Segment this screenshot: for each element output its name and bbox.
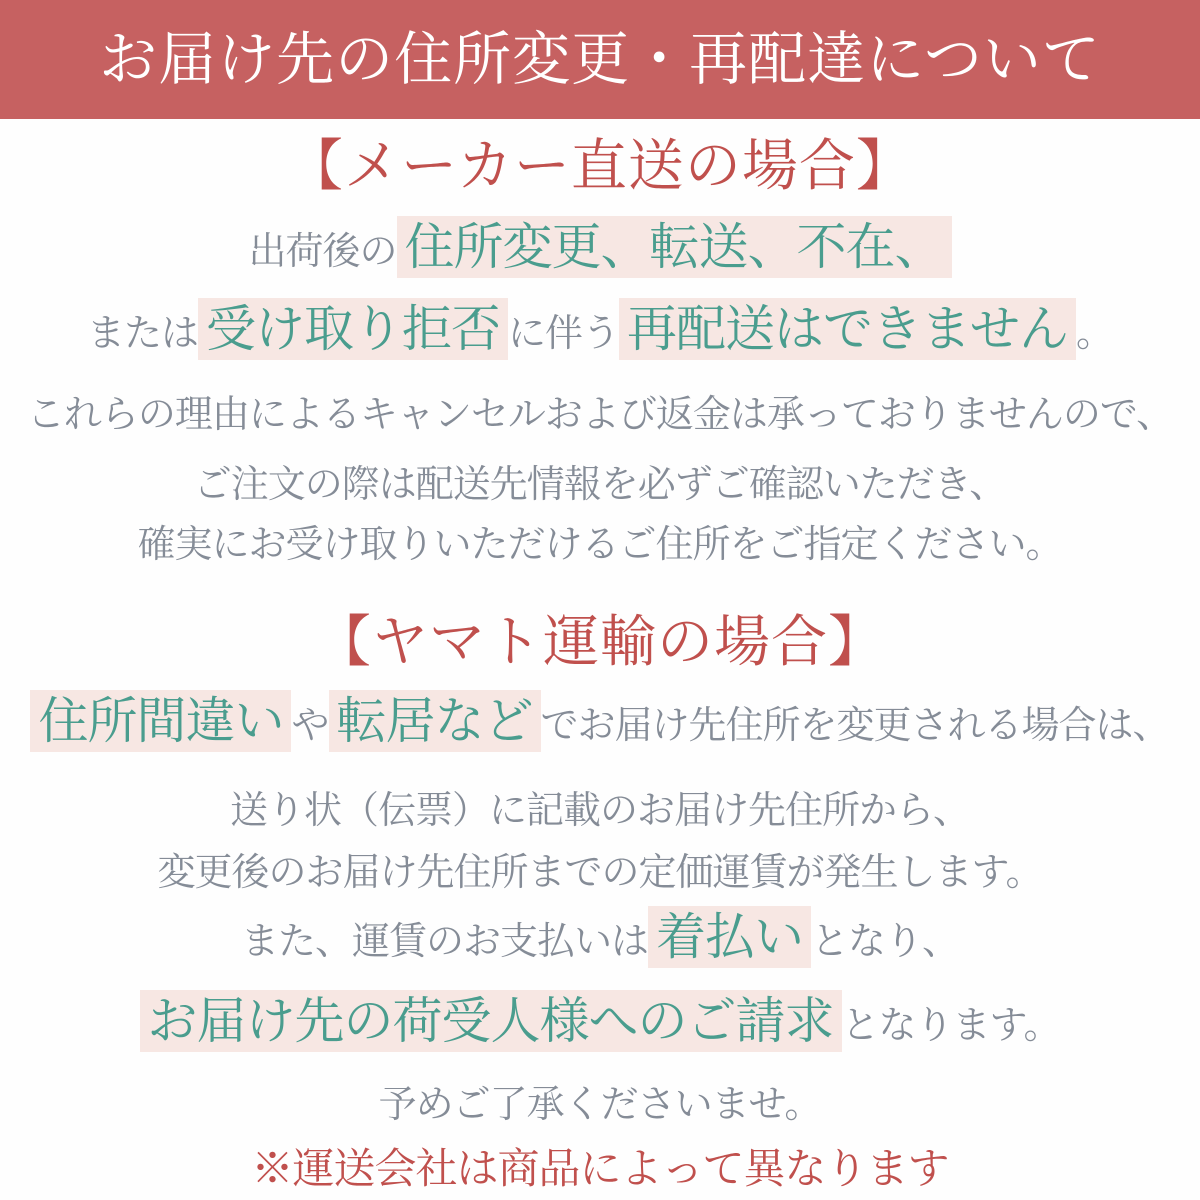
body-line [0,301,1200,357]
section-heading-label: 【メーカー直送の場合】 [287,134,913,197]
body-line [0,526,1200,564]
plain-text: に伴う [507,313,619,355]
highlight-text: 住所間違い [30,690,291,752]
page-title: お届け先の住所変更・再配達について [99,26,1101,92]
plain-text: 確実にお受け取りいただけるご住所をご指定ください。 [137,524,1063,566]
plain-text: となります。 [841,1005,1061,1047]
body-line [0,993,1200,1049]
section-heading-yamato [0,610,1200,673]
highlight-text: 着払い [648,906,811,968]
plain-text: 変更後のお届け先住所までの定価運賃が発生します。 [157,852,1043,894]
body-line [0,396,1200,434]
plain-text: または [86,313,198,355]
plain-text: これらの理由によるキャンセルおよび返金は承っておりませんので、 [26,394,1174,436]
body-line [0,792,1200,830]
plain-text: となり、 [811,921,960,963]
highlight-text: 転居など [329,690,541,752]
plain-text: や [291,705,329,747]
plain-text: 。 [1076,313,1114,355]
body-line [0,693,1200,749]
highlight-text: 受け取り拒否 [198,298,508,360]
plain-text: 予めご了承くださいませ。 [378,1084,822,1126]
highlight-text: お届け先の荷受人様へのご請求 [140,990,842,1052]
footnote [0,1145,1200,1192]
title-banner [0,0,1200,119]
body-line [0,854,1200,892]
body-line [0,219,1200,275]
plain-text: また、運賃のお支払いは [240,921,648,963]
highlight-text: 住所変更、転送、不在、 [397,216,952,278]
plain-text: 送り状（伝票）に記載のお届け先住所から、 [229,790,970,832]
footnote-text: ※運送会社は商品によって異なります [251,1145,949,1192]
body-line [0,466,1200,504]
plain-text: 出荷後の [248,231,397,273]
section-heading-maker-direct [0,134,1200,197]
body-line [0,1086,1200,1124]
plain-text: でお届け先住所を変更される場合は、 [540,705,1170,747]
plain-text: ご注文の際は配送先情報を必ずご確認いただき、 [193,464,1007,506]
section-heading-label: 【ヤマト運輸の場合】 [315,610,885,673]
highlight-text: 再配送はできません [619,298,1076,360]
body-line [0,909,1200,965]
